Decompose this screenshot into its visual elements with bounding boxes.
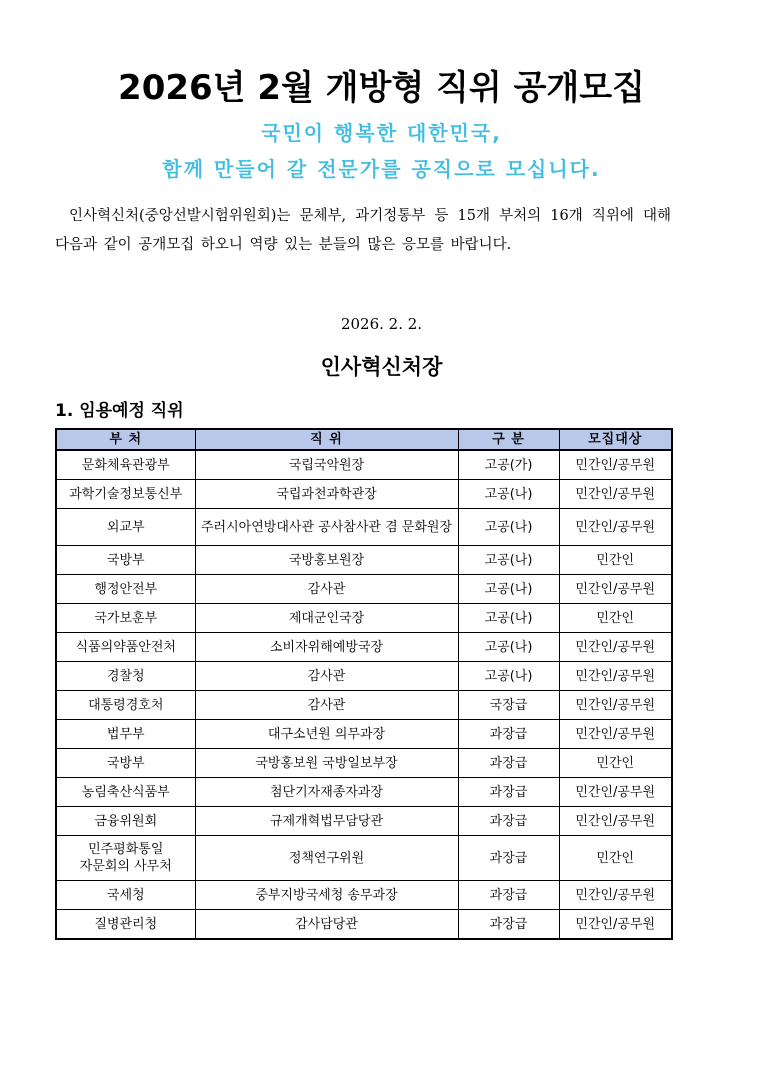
cell-dept: 과학기술정보통신부: [56, 480, 195, 509]
cell-position: 제대군인국장: [195, 604, 458, 633]
cell-position: 감사관: [195, 575, 458, 604]
cell-type: 과장급: [458, 881, 559, 910]
cell-position: 국립과천과학관장: [195, 480, 458, 509]
table-row: [56, 910, 672, 940]
subtitle-line-1: 국민이 행복한 대한민국,: [261, 121, 502, 145]
cell-position: 국방홍보원 국방일보부장: [195, 749, 458, 778]
cell-type: 고공(나): [458, 633, 559, 662]
cell-dept: 질병관리청: [56, 910, 195, 940]
section-heading: 1. 임용예정 직위: [55, 401, 184, 421]
table-row: [56, 807, 672, 836]
cell-dept: 외교부: [56, 509, 195, 546]
cell-type: 과장급: [458, 807, 559, 836]
cell-type: 고공(나): [458, 662, 559, 691]
table-row: [56, 749, 672, 778]
cell-position: 감사관: [195, 662, 458, 691]
cell-dept: 금융위원회: [56, 807, 195, 836]
cell-target: 민간인/공무원: [559, 807, 672, 836]
cell-dept: 민주평화통일 자문회의 사무처: [56, 836, 195, 881]
table-row: [56, 450, 672, 480]
announcement-date: 2026. 2. 2.: [340, 315, 423, 333]
signer-title: 인사혁신처장: [320, 355, 443, 379]
table-row: [56, 691, 672, 720]
cell-type: 고공(나): [458, 604, 559, 633]
cell-type: 고공(나): [458, 509, 559, 546]
table-header-row: [56, 429, 672, 450]
header-type: 구 분: [458, 429, 559, 450]
cell-dept: 법무부: [56, 720, 195, 749]
cell-type: 과장급: [458, 836, 559, 881]
cell-type: 과장급: [458, 749, 559, 778]
cell-position: 첨단기자재종자과장: [195, 778, 458, 807]
cell-target: 민간인/공무원: [559, 575, 672, 604]
cell-target: 민간인/공무원: [559, 450, 672, 480]
cell-target: 민간인: [559, 546, 672, 575]
cell-position: 중부지방국세청 송무과장: [195, 881, 458, 910]
cell-dept: 문화체육관광부: [56, 450, 195, 480]
intro-paragraph: 인사혁신처(중앙선발시험위원회)는 문체부, 과기정통부 등 15개 부처의 16개 직위에 대해 다음과 같이 공개모집 하오니 역량 있는 분들의 많은 응모를 바랍니다.: [55, 208, 671, 253]
cell-target: 민간인/공무원: [559, 662, 672, 691]
page-title: 2026년 2월 개방형 직위 공개모집: [118, 68, 645, 108]
cell-target: 민간인/공무원: [559, 633, 672, 662]
cell-type: 고공(나): [458, 546, 559, 575]
cell-position: 정책연구위원: [195, 836, 458, 881]
table-row: [56, 575, 672, 604]
cell-type: 고공(가): [458, 450, 559, 480]
cell-position: 주러시아연방대사관 공사참사관 겸 문화원장: [195, 509, 458, 546]
cell-target: 민간인/공무원: [559, 509, 672, 546]
cell-position: 감사관: [195, 691, 458, 720]
cell-dept: 농림축산식품부: [56, 778, 195, 807]
table-row: [56, 881, 672, 910]
cell-type: 과장급: [458, 910, 559, 940]
cell-type: 고공(나): [458, 575, 559, 604]
cell-type: 과장급: [458, 720, 559, 749]
cell-dept: 국방부: [56, 546, 195, 575]
cell-target: 민간인/공무원: [559, 778, 672, 807]
table-row: [56, 836, 672, 881]
cell-dept: 식품의약품안전처: [56, 633, 195, 662]
table-row: [56, 509, 672, 546]
cell-position: 국방홍보원장: [195, 546, 458, 575]
cell-dept: 국방부: [56, 749, 195, 778]
table-row: [56, 778, 672, 807]
table-row: [56, 720, 672, 749]
cell-target: 민간인/공무원: [559, 480, 672, 509]
cell-dept: 행정안전부: [56, 575, 195, 604]
table-row: [56, 662, 672, 691]
positions-table: [55, 428, 673, 940]
header-dept: 부 처: [56, 429, 195, 450]
cell-target: 민간인/공무원: [559, 720, 672, 749]
cell-dept: 경찰청: [56, 662, 195, 691]
table-row: [56, 633, 672, 662]
cell-dept: 국세청: [56, 881, 195, 910]
subtitle-line-2: 함께 만들어 갈 전문가를 공직으로 모십니다.: [162, 157, 601, 181]
cell-position: 규제개혁법무담당관: [195, 807, 458, 836]
cell-type: 고공(나): [458, 480, 559, 509]
cell-position: 대구소년원 의무과장: [195, 720, 458, 749]
header-position: 직 위: [195, 429, 458, 450]
cell-dept: 국가보훈부: [56, 604, 195, 633]
table-row: [56, 480, 672, 509]
header-target: 모집대상: [559, 429, 672, 450]
cell-type: 국장급: [458, 691, 559, 720]
cell-position: 국립국악원장: [195, 450, 458, 480]
cell-target: 민간인/공무원: [559, 910, 672, 940]
cell-target: 민간인/공무원: [559, 881, 672, 910]
table-row: [56, 604, 672, 633]
cell-type: 과장급: [458, 778, 559, 807]
cell-position: 소비자위해예방국장: [195, 633, 458, 662]
cell-dept: 대통령경호처: [56, 691, 195, 720]
cell-position: 감사담당관: [195, 910, 458, 940]
cell-target: 민간인: [559, 836, 672, 881]
cell-target: 민간인: [559, 749, 672, 778]
table-row: [56, 546, 672, 575]
cell-target: 민간인: [559, 604, 672, 633]
cell-target: 민간인/공무원: [559, 691, 672, 720]
